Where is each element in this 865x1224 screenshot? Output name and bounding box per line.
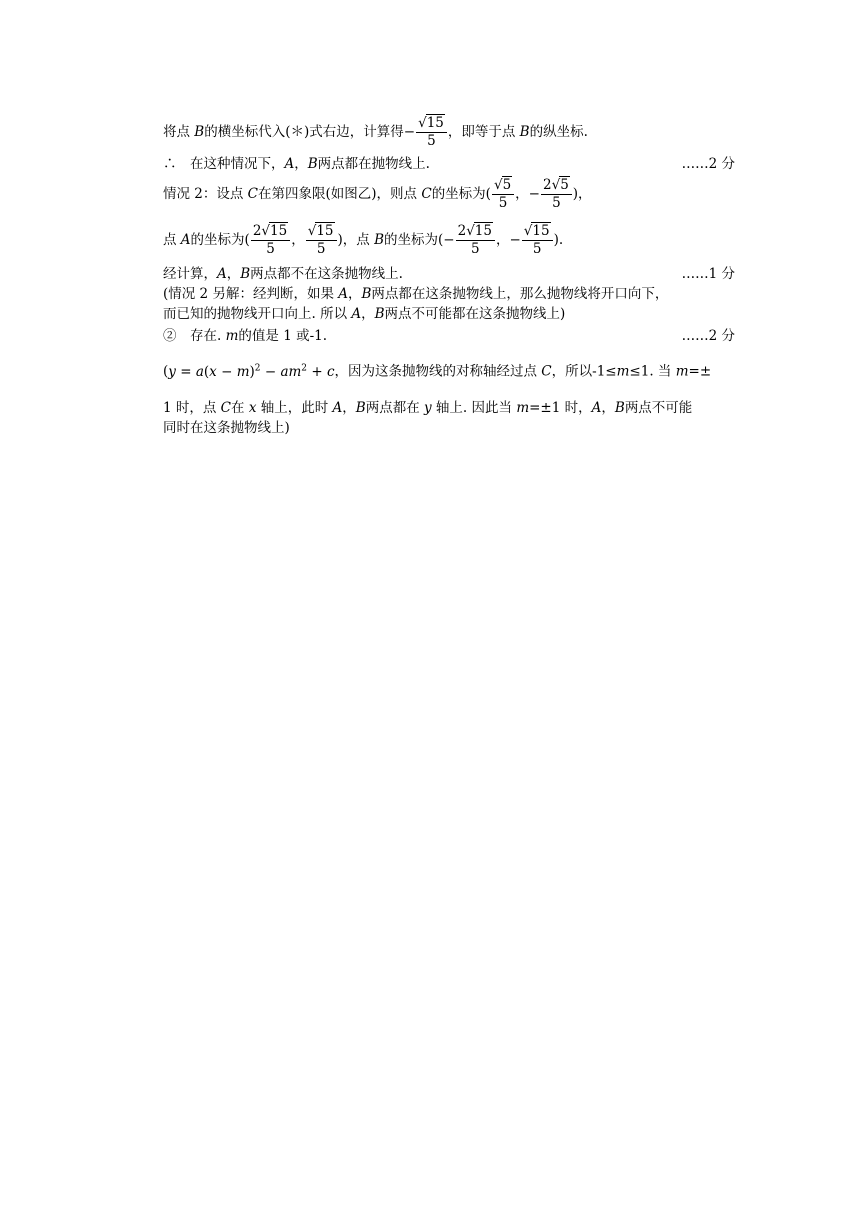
text: 的坐标为( [384, 232, 444, 248]
var-b: B [614, 399, 625, 416]
line-7 [163, 304, 735, 324]
line-1 [163, 112, 735, 152]
var-a: A [180, 232, 191, 248]
var-b: B [307, 156, 318, 172]
fraction: $\frac{2√5}{5}$ [541, 177, 572, 212]
var-m: m [675, 363, 689, 380]
var-b: B [194, 124, 205, 140]
var-b: B [374, 232, 384, 248]
text: 两点都不在这条抛物线上. [250, 266, 403, 282]
coefficient: 2 [457, 223, 467, 239]
radicand: 15 [316, 223, 334, 239]
var-a: A [338, 286, 348, 302]
text: 两点都在 [365, 399, 424, 416]
text: )， [572, 186, 592, 202]
var-y: y [168, 363, 176, 380]
denominator: 5 [532, 241, 542, 257]
text: )，点 [337, 232, 375, 248]
separator: ， [294, 156, 308, 172]
line-6 [163, 284, 735, 304]
paren: ) [249, 363, 255, 380]
minus-sign: − [528, 186, 540, 202]
text: 轴上. 因此当 [431, 399, 517, 416]
text: ，即等于点 [447, 124, 520, 140]
separator: ， [342, 399, 356, 416]
text: 1 时，点 [163, 399, 221, 416]
fraction: $\frac{2√15}{5}$ [456, 223, 495, 258]
radicand: 15 [426, 115, 444, 131]
text: 在第四象限(如图乙)，则点 [258, 186, 422, 202]
score-mark: ……2 分 [681, 156, 735, 172]
var-b: B [361, 286, 372, 302]
text: 经计算， [163, 266, 217, 282]
solution-text [163, 112, 735, 438]
var-b: B [355, 399, 366, 416]
fraction: $\frac{√5}{5}$ [492, 177, 514, 212]
fraction: $\frac{√15}{5}$ [522, 223, 553, 258]
radicand: 5 [502, 177, 512, 193]
minus-sign: − [403, 124, 416, 140]
text: 两点不可能都在这条抛物线上) [384, 306, 566, 322]
equals: = [175, 363, 196, 380]
separator: ， [291, 232, 305, 248]
exponent: 2 [301, 363, 308, 373]
text: ∴ 在这种情况下， [163, 156, 285, 172]
separator: ， [601, 399, 615, 416]
denominator: 5 [498, 195, 508, 211]
var-c: c [326, 363, 335, 380]
var-m: m [236, 363, 250, 380]
denominator: 5 [316, 241, 326, 257]
denominator: 5 [470, 241, 480, 257]
line-5 [163, 264, 735, 284]
minus-sign: − [443, 232, 455, 248]
radicand: 5 [560, 177, 569, 193]
text: 的值是 1 或-1. [238, 328, 328, 344]
separator: ， [515, 186, 529, 202]
line-10 [163, 398, 735, 418]
text: 将点 [163, 124, 195, 140]
plus-sign: + [307, 363, 327, 380]
exponent: 2 [254, 363, 261, 373]
text: ). [553, 232, 564, 248]
var-x: x [209, 363, 217, 380]
text: 轴上，此时 [256, 399, 333, 416]
var-a: A [284, 156, 295, 172]
fraction: $\frac{√15}{5}$ [416, 115, 447, 150]
var-c: C [421, 186, 432, 202]
var-c: C [541, 363, 552, 380]
score-mark: ……2 分 [681, 328, 735, 344]
text: (情况 2 另解：经判断，如果 [163, 286, 339, 302]
var-b: B [519, 124, 530, 140]
var-c: C [220, 399, 232, 416]
formula [168, 364, 334, 380]
text: 的横坐标代入(＊)式右边，计算得 [204, 124, 404, 140]
text: =±1 时， [529, 399, 592, 416]
text: ，因为这条抛物线的对称轴经过点 [334, 363, 542, 380]
radicand: 15 [532, 223, 550, 239]
fraction: $\frac{√15}{5}$ [306, 223, 337, 258]
var-a: A [351, 306, 362, 322]
text: ≤1. 当 [629, 363, 676, 380]
line-8 [163, 326, 735, 346]
var-m: m [616, 363, 630, 380]
var-m: m [516, 399, 530, 416]
text: 点 [163, 232, 181, 248]
var-b: B [240, 266, 251, 282]
text: ，所以-1≤ [551, 363, 617, 380]
var-a: A [332, 399, 343, 416]
coefficient: 2 [252, 223, 262, 239]
text: 而已知的抛物线开口向上. 所以 [163, 306, 352, 322]
radicand: 15 [474, 223, 492, 239]
text: ( [163, 363, 169, 380]
text: 两点都在这条抛物线上，那么抛物线将开口向下， [371, 286, 669, 302]
minus-sign: − [260, 363, 281, 380]
score-mark: ……1 分 [681, 266, 735, 282]
separator: ， [226, 266, 241, 282]
text: 的纵坐标. [529, 124, 588, 140]
text: 情况 2：设点 [163, 186, 248, 202]
var-am: am [280, 363, 302, 380]
fraction: $\frac{2√15}{5}$ [251, 223, 290, 258]
var-y: y [424, 399, 432, 416]
denominator: 5 [266, 241, 275, 257]
minus-sign: − [216, 363, 237, 380]
radicand: 15 [270, 223, 288, 239]
var-a: a [195, 363, 204, 380]
text: 两点都在抛物线上. [317, 156, 430, 172]
var-x: x [248, 399, 257, 416]
text: 同时在这条抛物线上) [163, 419, 290, 436]
line-2 [163, 154, 735, 174]
line-9 [163, 358, 735, 382]
text: 的坐标为( [431, 186, 491, 202]
text: =± [688, 363, 712, 380]
var-a: A [217, 266, 227, 282]
text: 的坐标为( [190, 232, 250, 248]
line-3 [163, 174, 735, 214]
paren: ( [203, 363, 210, 380]
text: ② 存在. [163, 328, 226, 344]
text: 两点不可能 [624, 399, 693, 416]
denominator: 5 [552, 195, 561, 211]
var-b: B [374, 306, 385, 322]
minus-sign: − [509, 232, 521, 248]
var-a: A [591, 399, 602, 416]
var-m: m [225, 328, 239, 344]
line-11 [163, 418, 735, 438]
line-4 [163, 220, 735, 260]
separator: ， [347, 286, 362, 302]
separator: ， [495, 232, 510, 248]
denominator: 5 [427, 133, 436, 149]
text: 在 [231, 399, 249, 416]
var-c: C [247, 186, 259, 202]
separator: ， [361, 306, 375, 322]
coefficient: 2 [542, 177, 552, 193]
